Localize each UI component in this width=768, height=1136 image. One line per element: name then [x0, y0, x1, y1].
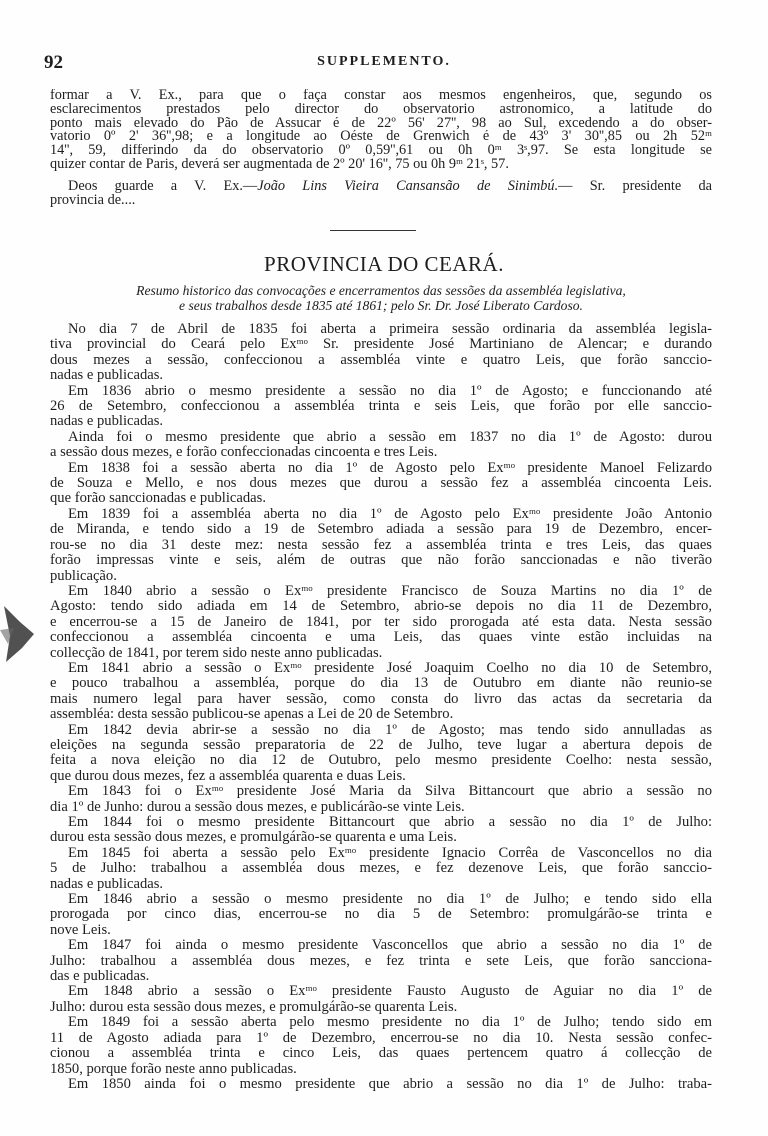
- running-title: SUPPLEMENTO.: [317, 54, 451, 69]
- text-line: a sessão dous mezes, e forão confeccionadas cincoenta e tres Leis.: [50, 445, 438, 461]
- text-line: esclarecimentos prestados pelo director do observatorio astronomico, a latitude do: [50, 102, 712, 117]
- body-text: [50, 322, 712, 1092]
- text-line: publicação.: [50, 568, 117, 584]
- text-line: 1850, porque forão neste anno publicadas.: [50, 1061, 297, 1077]
- signoff-line-2: provincia de....: [50, 193, 136, 207]
- text-line: Em 1844 foi o mesmo presidente Bittancourt que abrio a sessão no dia 1º de Julho:: [68, 815, 712, 830]
- text-line: 14'', 59, differindo da do observatorio 0º 0,59'',61 ou 0h 0ᵐ 3ˢ,97. Se esta longitude se: [50, 144, 712, 158]
- text-line: Em 1839 foi a assembléa aberta no dia 1º de Agosto pelo Exᵐᵒ presidente João Antonio: [68, 506, 712, 522]
- text-line: Agosto: tendo sido adiada em 14 de Setembro, abrio-se depois no dia 11 de Dezembro,: [50, 599, 712, 615]
- paragraph: [50, 584, 712, 661]
- text-line: que durou dous mezes, fez a assembléa quarenta e duas Leis.: [50, 768, 406, 784]
- paragraph: [50, 846, 712, 892]
- section-divider: [330, 230, 416, 231]
- text-line: que forão sanccionadas e publicadas.: [50, 491, 266, 507]
- paragraph: [50, 723, 712, 785]
- text-line: ponto mais elevado do Pão de Assucar é de 22º 56' 27'', 98 ao Sul, excedendo a do obser-: [50, 116, 712, 131]
- paragraph: [50, 322, 712, 384]
- text-line: formar a V. Ex., para que o faça constar aos mesmos engenheiros, que, segundo os: [50, 89, 712, 103]
- text-line: Em 1838 foi a sessão aberta no dia 1º de Agosto pelo Exᵐᵒ presidente Manoel Felizardo: [68, 460, 712, 476]
- text-line: Em 1845 foi aberta a sessão pelo Exᵐᵒ presidente Ignacio Corrêa de Vasconcellos no dia: [68, 845, 712, 861]
- text-line: collecção de 1841, por terem sido neste anno publicadas.: [50, 645, 383, 661]
- text-line: assembléa: desta sessão publicou-se apenas a Lei de 20 de Setembro.: [50, 707, 454, 723]
- signoff: [50, 179, 712, 207]
- text-line: Ainda foi o mesmo presidente que abrio a sessão em 1837 no dia 1º de Agosto: durou: [68, 429, 712, 445]
- text-line: nove Leis.: [50, 922, 111, 938]
- text-line: nadas e publicadas.: [50, 876, 164, 892]
- text-line: forão impressas vinte e seis, além de outras que não forão sanccionadas e não tiverão: [50, 553, 712, 569]
- text-line: Em 1842 devia abrir-se a sessão no dia 1º de Agosto; mas tendo sido annulladas as: [68, 722, 712, 738]
- subtitle-line: e seus trabalhos desde 1835 até 1861; pelo Sr. Dr. José Liberato Cardoso.: [179, 298, 583, 313]
- text-line: e pouco trabalhou a assembléa, porque do dia 13 de Outubro em diante não reunio-se: [50, 676, 712, 692]
- text-line: feita a nova eleição no dia 12 de Outubro, pelo mesmo presidente Coelho: nesta sessão,: [50, 753, 712, 769]
- text-line: e encerrou-se a 15 de Janeiro de 1841, por ter sido prorogada até esta data. Nesta sessão: [50, 614, 712, 630]
- text-line: dous mezes a sessão, confeccionou a assembléa vinte e quatro Leis, que forão sanccio-: [50, 352, 712, 368]
- top-paragraph: [50, 89, 712, 172]
- text-line: 5 de Julho: trabalhou a assembléa dous mezes, e fez dezenove Leis, que forão sanccio-: [50, 861, 712, 877]
- text-line: Em 1836 abrio o mesmo presidente a sessão no dia 1º de Agosto; e funccionando até: [68, 383, 712, 399]
- text-line: Em 1846 abrio a sessão o mesmo presidente no dia 1º de Julho; e tendo sido ella: [68, 892, 712, 908]
- text-line: nadas e publicadas.: [50, 414, 164, 430]
- paragraph: [50, 661, 712, 723]
- paragraph: [50, 1077, 712, 1092]
- signature: João Lins Vieira Cansansão de Sinimbú.: [257, 179, 559, 193]
- text-line: Em 1843 foi o Exᵐᵒ presidente José Maria da Silva Bittancourt que abrio a sessão no: [68, 784, 712, 800]
- text-line: Julho: trabalhou a assembléa dous mezes, e fez trinta e sete Leis, que forão sancciona-: [50, 953, 712, 969]
- text-line: No dia 7 de Abril de 1835 foi aberta a primeira sessão ordinaria da assembléa legisla-: [68, 322, 712, 337]
- text-line: de Miranda, e tendo sido a 19 de Setembro adiada a sessão para 19 de Dezembro, encer-: [50, 522, 712, 538]
- paragraph: [50, 784, 712, 815]
- text-line: nadas e publicadas.: [50, 368, 164, 384]
- text-line: das e publicadas.: [50, 969, 150, 985]
- text-line: Em 1848 abrio a sessão o Exᵐᵒ presidente Fausto Augusto de Aguiar no dia 1º de: [68, 984, 712, 1000]
- text-line: durou esta sessão dous mezes, e promulgárão-se quarenta e uma Leis.: [50, 830, 457, 846]
- text-line: prorogada por cinco dias, encerrou-se no dia 5 de Setembro: promulgárão-se trinta e: [50, 907, 712, 923]
- text-line: de Souza e Mello, e nos dous mezes que durou a sessão fez a assembléa cincoenta Leis.: [50, 476, 712, 492]
- signoff-post: — Sr. presidente da: [558, 179, 712, 193]
- signoff-line: [50, 179, 712, 193]
- paragraph: [50, 892, 712, 938]
- text-line: Em 1841 abrio a sessão o Exᵐᵒ presidente José Joaquim Coelho no dia 10 de Setembro,: [68, 660, 712, 676]
- paragraph: [50, 1015, 712, 1077]
- text-line: vatorio 0º 2' 36'',98; e a longitude ao Oéste de Grenwich é de 43º 3' 30'',85 ou 2h 52ᵐ: [50, 130, 712, 145]
- text-line: mais numero legal para haver sessão, como consta do livro das actas da secretaria da: [50, 691, 712, 707]
- page-number: 92: [44, 52, 63, 73]
- text-line: 26 de Setembro, confeccionou a assembléa trinta e seis Leis, que forão por elle sanccio-: [50, 399, 712, 415]
- text-line: eleições na segunda sessão preparatoria de 22 de Julho, teve lugar a abertura depois de: [50, 737, 712, 753]
- paragraph: [50, 461, 712, 507]
- text-line: tiva provincial do Ceará pelo Exᵐᵒ Sr. presidente José Martiniano de Alencar; e durando: [50, 337, 712, 353]
- text-line: cionou a assembléa trinta e cinco Leis, das quaes pertencem quatro á collecção de: [50, 1046, 712, 1062]
- paragraph: [50, 430, 712, 461]
- text-line: rou-se no dia 31 deste mez: nesta sessão fez a assembléa trinta e tres Leis, das quaes: [50, 537, 712, 553]
- paragraph: [50, 507, 712, 584]
- text-line: Em 1850 ainda foi o mesmo presidente que abrio a sessão no dia 1º de Julho: traba-: [68, 1076, 712, 1092]
- text-line: quizer contar de Paris, deverá ser augmentada de 2º 20' 16'', 75 ou 0h 9ᵐ 21ˢ, 57.: [50, 157, 509, 172]
- scan-blot-mark: [0, 600, 40, 670]
- paragraph: [50, 384, 712, 430]
- text-line: Em 1847 foi ainda o mesmo presidente Vasconcellos que abrio a sessão no dia 1º de: [68, 938, 712, 954]
- text-line: dia 1º de Junho: durou a sessão dous mezes, e publicárão-se vinte Leis.: [50, 799, 465, 815]
- section-title: PROVINCIA DO CEARÁ.: [264, 252, 504, 276]
- paragraph: [50, 984, 712, 1015]
- text-line: Julho: durou esta sessão dous mezes, e promulgárão-se quarenta Leis.: [50, 999, 458, 1015]
- text-line: confeccionou a assembléa cincoenta e uma Leis, das quaes vinte estão incluidas na: [50, 630, 712, 646]
- signoff-pre: Deos guarde a V. Ex.—: [68, 179, 258, 193]
- paragraph: [50, 815, 712, 846]
- subtitle-line: Resumo historico das convocações e encerramentos das sessões da assembléa legislativa,: [136, 283, 626, 298]
- text-line: Em 1840 abrio a sessão o Exᵐᵒ presidente Francisco de Souza Martins no dia 1º de: [68, 583, 712, 599]
- text-line: 11 de Agosto adiada para 1º de Dezembro, encerrou-se no dia 10. Nesta sessão confec-: [50, 1030, 712, 1046]
- paragraph: [50, 938, 712, 984]
- text-line: Em 1849 foi a sessão aberta pelo mesmo presidente no dia 1º de Julho; tendo sido em: [68, 1015, 712, 1031]
- section-subtitle: [50, 283, 712, 313]
